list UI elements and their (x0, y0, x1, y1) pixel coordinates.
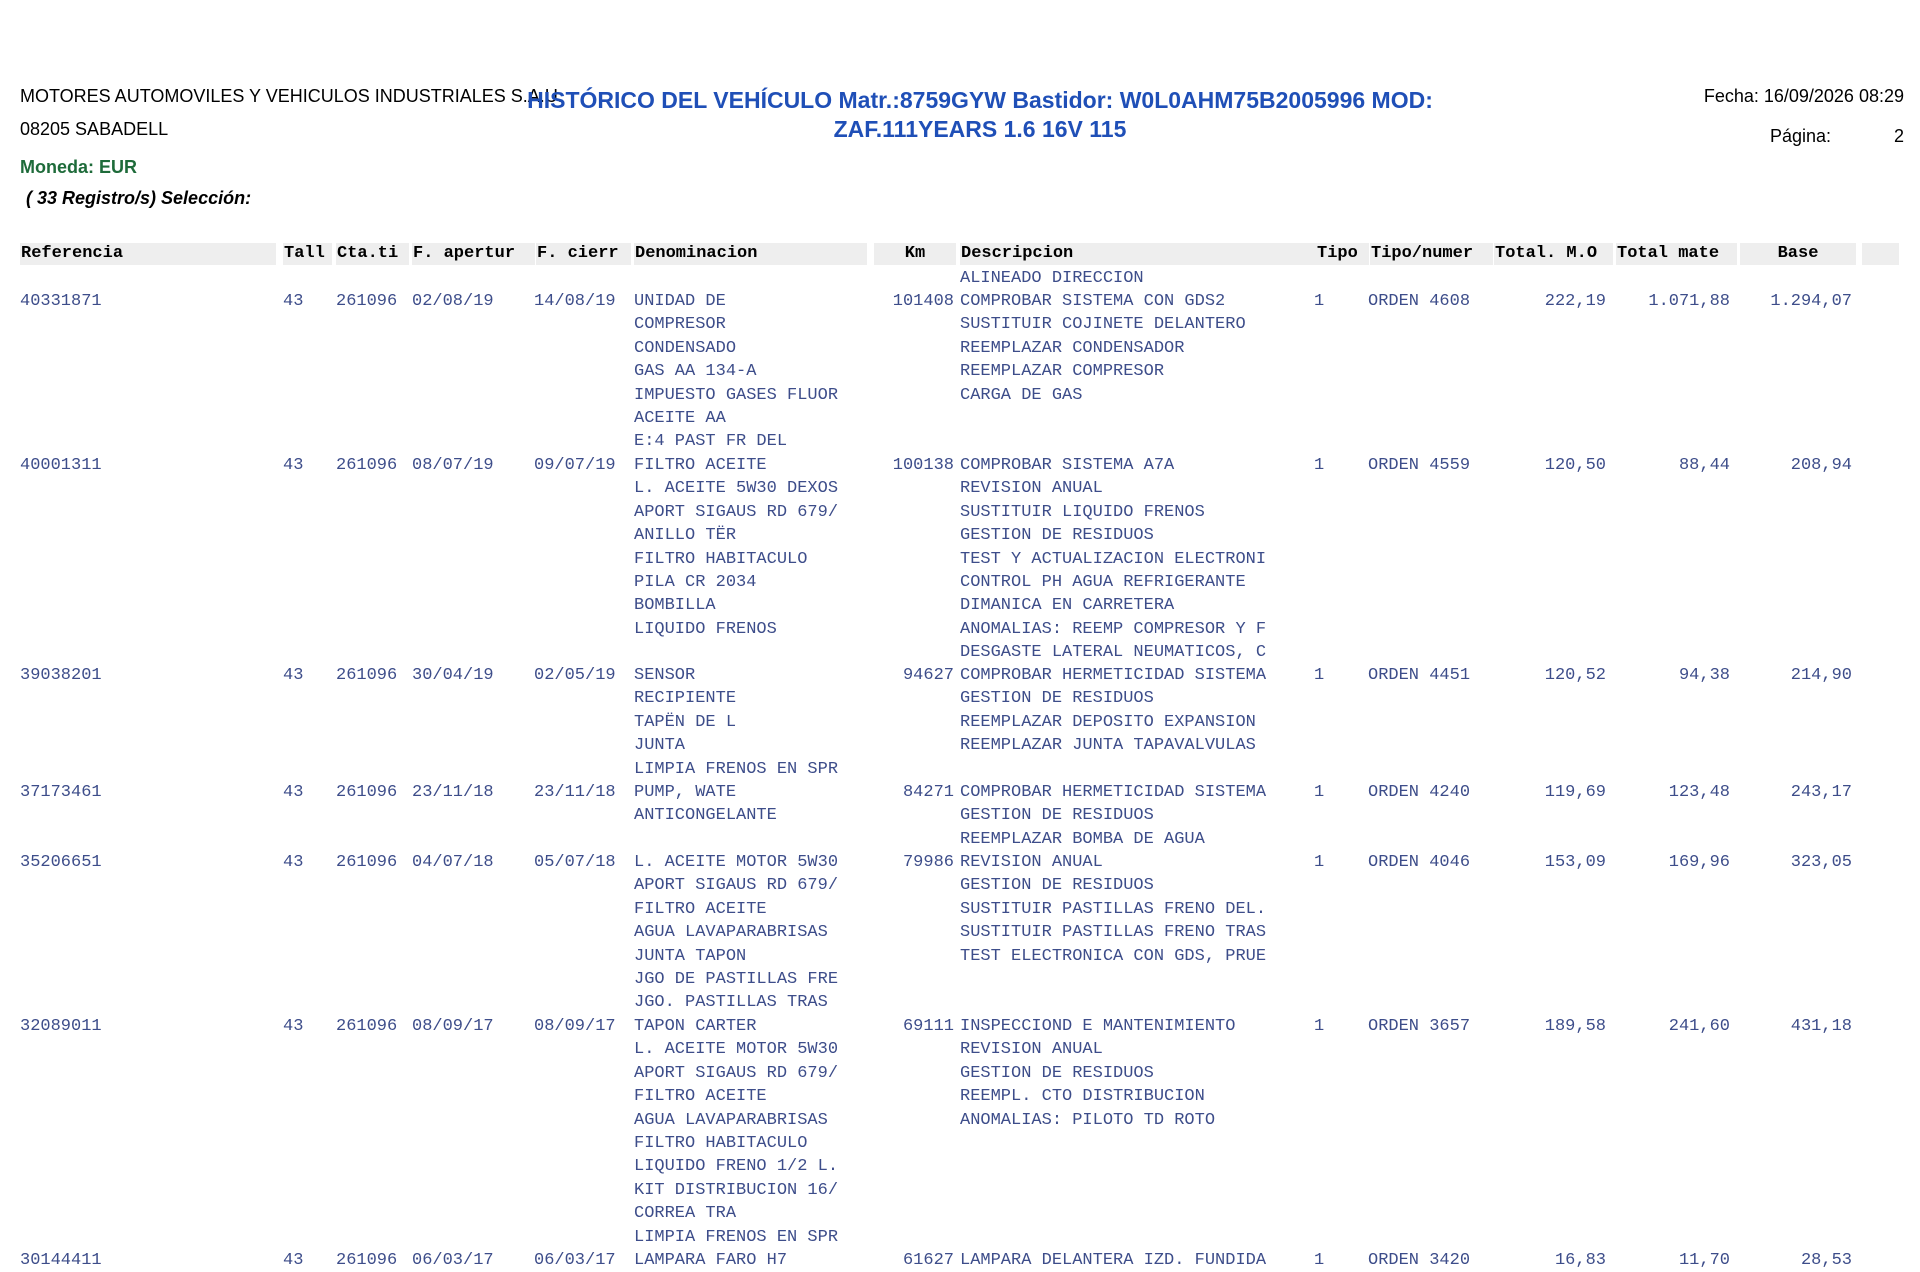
denominacion-line: L. ACEITE MOTOR 5W30 (634, 1040, 839, 1060)
cell-base: 28,53 (1800, 1251, 1852, 1270)
cell-taller: 43 (283, 292, 304, 311)
cell-total-mat: 94,38 (1678, 666, 1730, 685)
denominacion-line: LAMPARA FARO H7 (634, 1251, 788, 1270)
cell-tipo: 1 (1314, 1017, 1325, 1036)
cell-descripcion (960, 1249, 1266, 1272)
cell-denominacion (634, 781, 777, 828)
descripcion-line: REVISION ANUAL (960, 1040, 1103, 1060)
currency-label: Moneda: EUR (20, 157, 137, 177)
denominacion-line: CONDENSADO (634, 338, 737, 358)
cell-referencia: 37173461 (20, 783, 102, 802)
denominacion-line: FILTRO ACEITE (634, 456, 767, 475)
cell-cta: 261096 (336, 853, 398, 872)
descripcion-line: SUSTITUIR LIQUIDO FRENOS (960, 502, 1205, 522)
denominacion-line: TAPON CARTER (634, 1017, 757, 1036)
cell-cta: 261096 (336, 666, 398, 685)
denominacion-line: GAS AA 134-A (634, 362, 757, 382)
cell-descripcion (960, 781, 1266, 851)
cell-total-mat: 1.071,88 (1648, 292, 1730, 311)
denominacion-line: L. ACEITE 5W30 DEXOS (634, 479, 839, 499)
cell-km: 100138 (892, 456, 954, 475)
denominacion-line: PUMP, WATE (634, 783, 737, 802)
cell-base: 214,90 (1790, 666, 1852, 685)
descripcion-preline: ALINEADO DIRECCION (960, 268, 1144, 288)
cell-tipo: 1 (1314, 666, 1325, 685)
descripcion-line: REEMPLAZAR BOMBA DE AGUA (960, 829, 1205, 849)
descripcion-line: COMPROBAR SISTEMA CON GDS2 (960, 292, 1226, 311)
descripcion-line: GESTION DE RESIDUOS (960, 526, 1154, 546)
cell-denominacion (634, 454, 838, 641)
denominacion-line: JUNTA TAPON (634, 946, 747, 966)
descripcion-line: SUSTITUIR PASTILLAS FRENO DEL. (960, 899, 1267, 919)
denominacion-line: AGUA LAVAPARABRISAS (634, 1110, 828, 1130)
denominacion-line: SENSOR (634, 666, 696, 685)
col-taller: Tall (283, 243, 332, 265)
cell-f-cierre: 08/09/17 (534, 1017, 616, 1036)
cell-km: 79986 (902, 853, 954, 872)
cell-orden: ORDEN 4608 (1368, 292, 1471, 311)
denominacion-line: RECIPIENTE (634, 689, 737, 709)
cell-taller: 43 (283, 666, 304, 685)
cell-total-mo: 189,58 (1544, 1017, 1606, 1036)
cell-tipo: 1 (1314, 1251, 1325, 1270)
descripcion-line: ANOMALIAS: REEMP COMPRESOR Y F (960, 619, 1267, 639)
descripcion-line: GESTION DE RESIDUOS (960, 1063, 1154, 1083)
descripcion-line: REEMPLAZAR CONDENSADOR (960, 338, 1185, 358)
denominacion-line: ANILLO TËR (634, 526, 737, 546)
descripcion-line: REEMPLAZAR COMPRESOR (960, 362, 1165, 382)
descripcion-line: ANOMALIAS: PILOTO TD ROTO (960, 1110, 1216, 1130)
descripcion-line: REVISION ANUAL (960, 479, 1103, 499)
cell-cta: 261096 (336, 456, 398, 475)
cell-f-apertura: 08/07/19 (412, 456, 494, 475)
cell-base: 1.294,07 (1770, 292, 1852, 311)
cell-taller: 43 (283, 1251, 304, 1270)
cell-tipo: 1 (1314, 292, 1325, 311)
denominacion-line: JGO DE PASTILLAS FRE (634, 969, 839, 989)
cell-orden: ORDEN 4240 (1368, 783, 1471, 802)
denominacion-line: JUNTA (634, 736, 686, 756)
denominacion-line: ANTICONGELANTE (634, 806, 777, 826)
denominacion-line: L. ACEITE MOTOR 5W30 (634, 853, 839, 872)
cell-referencia: 30144411 (20, 1251, 102, 1270)
descripcion-line: COMPROBAR HERMETICIDAD SISTEMA (960, 783, 1267, 802)
descripcion-line: GESTION DE RESIDUOS (960, 876, 1154, 896)
cell-taller: 43 (283, 1017, 304, 1036)
descripcion-line: LAMPARA DELANTERA IZD. FUNDIDA (960, 1251, 1267, 1270)
cell-tipo: 1 (1314, 853, 1325, 872)
cell-taller: 43 (283, 783, 304, 802)
cell-km: 84271 (902, 783, 954, 802)
denominacion-line: TAPËN DE L (634, 712, 737, 732)
descripcion-line: REEMPLAZAR DEPOSITO EXPANSION (960, 712, 1256, 732)
col-extra (1862, 243, 1899, 265)
cell-base: 208,94 (1790, 456, 1852, 475)
records-count: ( 33 Registro/s) Selección: (26, 188, 252, 208)
denominacion-line: FILTRO HABITACULO (634, 1133, 808, 1153)
col-total-mat: Total mate (1616, 243, 1737, 265)
denominacion-line: LIMPIA FRENOS EN SPR (634, 759, 839, 779)
cell-f-cierre: 05/07/18 (534, 853, 616, 872)
cell-f-apertura: 08/09/17 (412, 1017, 494, 1036)
cell-f-apertura: 06/03/17 (412, 1251, 494, 1270)
cell-total-mo: 222,19 (1544, 292, 1606, 311)
cell-denominacion (634, 851, 838, 1015)
cell-orden: ORDEN 4046 (1368, 853, 1471, 872)
descripcion-line: COMPROBAR SISTEMA A7A (960, 456, 1175, 475)
cell-referencia: 40001311 (20, 456, 102, 475)
denominacion-line: LIQUIDO FRENOS (634, 619, 777, 639)
cell-total-mo: 119,69 (1544, 783, 1606, 802)
cell-total-mat: 11,70 (1678, 1251, 1730, 1270)
descripcion-line: GESTION DE RESIDUOS (960, 806, 1154, 826)
page-label: Página: (1770, 126, 1832, 146)
cell-cta: 261096 (336, 1251, 398, 1270)
company-name: MOTORES AUTOMOVILES Y VEHICULOS INDUSTRIALES S.A.U. (20, 86, 563, 106)
cell-f-apertura: 23/11/18 (412, 783, 494, 802)
cell-denominacion (634, 290, 838, 454)
cell-f-cierre: 23/11/18 (534, 783, 616, 802)
cell-denominacion (634, 664, 838, 781)
cell-descripcion (960, 290, 1246, 407)
descripcion-line: SUSTITUIR PASTILLAS FRENO TRAS (960, 923, 1267, 943)
cell-descripcion (960, 851, 1266, 968)
denominacion-line: E:4 PAST FR DEL (634, 432, 788, 452)
cell-cta: 261096 (336, 783, 398, 802)
page-number: 2 (1893, 126, 1904, 146)
cell-total-mo: 120,50 (1544, 456, 1606, 475)
descripcion-line: GESTION DE RESIDUOS (960, 689, 1154, 709)
cell-orden: ORDEN 3657 (1368, 1017, 1471, 1036)
denominacion-line: FILTRO HABITACULO (634, 549, 808, 569)
report-date: Fecha: 16/09/2026 08:29 (1703, 86, 1904, 106)
denominacion-line: UNIDAD DE (634, 292, 726, 311)
denominacion-line: FILTRO ACEITE (634, 899, 767, 919)
denominacion-line: LIQUIDO FRENO 1/2 L. (634, 1157, 839, 1177)
cell-base: 431,18 (1790, 1017, 1852, 1036)
col-referencia: Referencia (20, 243, 276, 265)
col-tipo-numero: Tipo/numer (1370, 243, 1493, 265)
descripcion-line: SUSTITUIR COJINETE DELANTERO (960, 315, 1246, 335)
denominacion-line: IMPUESTO GASES FLUOR (634, 385, 839, 405)
cell-total-mat: 88,44 (1678, 456, 1730, 475)
denominacion-line: PILA CR 2034 (634, 572, 757, 592)
denominacion-line: AGUA LAVAPARABRISAS (634, 923, 828, 943)
cell-km: 101408 (892, 292, 954, 311)
col-f-cierre: F. cierr (536, 243, 631, 265)
cell-referencia: 35206651 (20, 853, 102, 872)
cell-descripcion (960, 454, 1266, 665)
cell-total-mat: 169,96 (1668, 853, 1730, 872)
cell-tipo: 1 (1314, 783, 1325, 802)
cell-tipo: 1 (1314, 456, 1325, 475)
cell-cta: 261096 (336, 292, 398, 311)
cell-f-apertura: 04/07/18 (412, 853, 494, 872)
company-city: 08205 SABADELL (20, 119, 169, 139)
denominacion-line: JGO. PASTILLAS TRAS (634, 993, 828, 1013)
cell-km: 69111 (902, 1017, 954, 1036)
descripcion-line: CONTROL PH AGUA REFRIGERANTE (960, 572, 1246, 592)
cell-base: 243,17 (1790, 783, 1852, 802)
cell-referencia: 40331871 (20, 292, 102, 311)
descripcion-line: DESGASTE LATERAL NEUMATICOS, C (960, 643, 1267, 663)
col-total-mo: Total. M.O (1494, 243, 1613, 265)
cell-taller: 43 (283, 853, 304, 872)
cell-km: 61627 (902, 1251, 954, 1270)
cell-total-mat: 123,48 (1668, 783, 1730, 802)
col-base: Base (1740, 243, 1856, 265)
col-descripcion: Descripcion (960, 243, 1317, 265)
cell-orden: ORDEN 4559 (1368, 456, 1471, 475)
cell-denominacion (634, 1249, 787, 1272)
descripcion-line: REEMPL. CTO DISTRIBUCION (960, 1087, 1205, 1107)
cell-referencia: 39038201 (20, 666, 102, 685)
cell-descripcion (960, 664, 1266, 758)
denominacion-line: APORT SIGAUS RD 679/ (634, 1063, 839, 1083)
cell-f-apertura: 02/08/19 (412, 292, 494, 311)
denominacion-line: APORT SIGAUS RD 679/ (634, 876, 839, 896)
descripcion-line: REEMPLAZAR JUNTA TAPAVALVULAS (960, 736, 1256, 756)
cell-orden: ORDEN 3420 (1368, 1251, 1471, 1270)
col-f-apertura: F. apertur (412, 243, 535, 265)
col-cta: Cta.ti (336, 243, 409, 265)
col-denominacion: Denominacion (634, 243, 867, 265)
descripcion-line: REVISION ANUAL (960, 853, 1103, 872)
cell-base: 323,05 (1790, 853, 1852, 872)
title-line-2: ZAF.111YEARS 1.6 16V 115 (833, 116, 1127, 142)
cell-km: 94627 (902, 666, 954, 685)
descripcion-line: CARGA DE GAS (960, 385, 1083, 405)
cell-total-mo: 120,52 (1544, 666, 1606, 685)
cell-cta: 261096 (336, 1017, 398, 1036)
descripcion-line: DIMANICA EN CARRETERA (960, 596, 1175, 616)
cell-f-cierre: 14/08/19 (534, 292, 616, 311)
document-title (420, 86, 1540, 144)
denominacion-line: APORT SIGAUS RD 679/ (634, 502, 839, 522)
descripcion-line: COMPROBAR HERMETICIDAD SISTEMA (960, 666, 1267, 685)
cell-f-apertura: 30/04/19 (412, 666, 494, 685)
title-line-1: HISTÓRICO DEL VEHÍCULO Matr.:8759GYW Bastidor: W0L0AHM75B2005996 MOD: (527, 87, 1433, 113)
denominacion-line: KIT DISTRIBUCION 16/ (634, 1180, 839, 1200)
cell-descripcion (960, 1015, 1235, 1132)
descripcion-line: TEST Y ACTUALIZACION ELECTRONI (960, 549, 1267, 569)
cell-f-cierre: 09/07/19 (534, 456, 616, 475)
cell-denominacion (634, 1015, 838, 1249)
cell-orden: ORDEN 4451 (1368, 666, 1471, 685)
denominacion-line: BOMBILLA (634, 596, 716, 616)
cell-total-mo: 153,09 (1544, 853, 1606, 872)
denominacion-line: LIMPIA FRENOS EN SPR (634, 1227, 839, 1247)
cell-f-cierre: 06/03/17 (534, 1251, 616, 1270)
denominacion-line: COMPRESOR (634, 315, 726, 335)
denominacion-line: ACEITE AA (634, 408, 726, 428)
descripcion-line: INSPECCIOND E MANTENIMIENTO (960, 1017, 1236, 1036)
descripcion-line: TEST ELECTRONICA CON GDS, PRUE (960, 946, 1267, 966)
denominacion-line: CORREA TRA (634, 1204, 737, 1224)
cell-total-mat: 241,60 (1668, 1017, 1730, 1036)
col-km: Km (874, 243, 956, 265)
cell-referencia: 32089011 (20, 1017, 102, 1036)
cell-f-cierre: 02/05/19 (534, 666, 616, 685)
col-tipo: Tipo (1316, 243, 1369, 265)
cell-taller: 43 (283, 456, 304, 475)
cell-total-mo: 16,83 (1554, 1251, 1606, 1270)
denominacion-line: FILTRO ACEITE (634, 1087, 767, 1107)
